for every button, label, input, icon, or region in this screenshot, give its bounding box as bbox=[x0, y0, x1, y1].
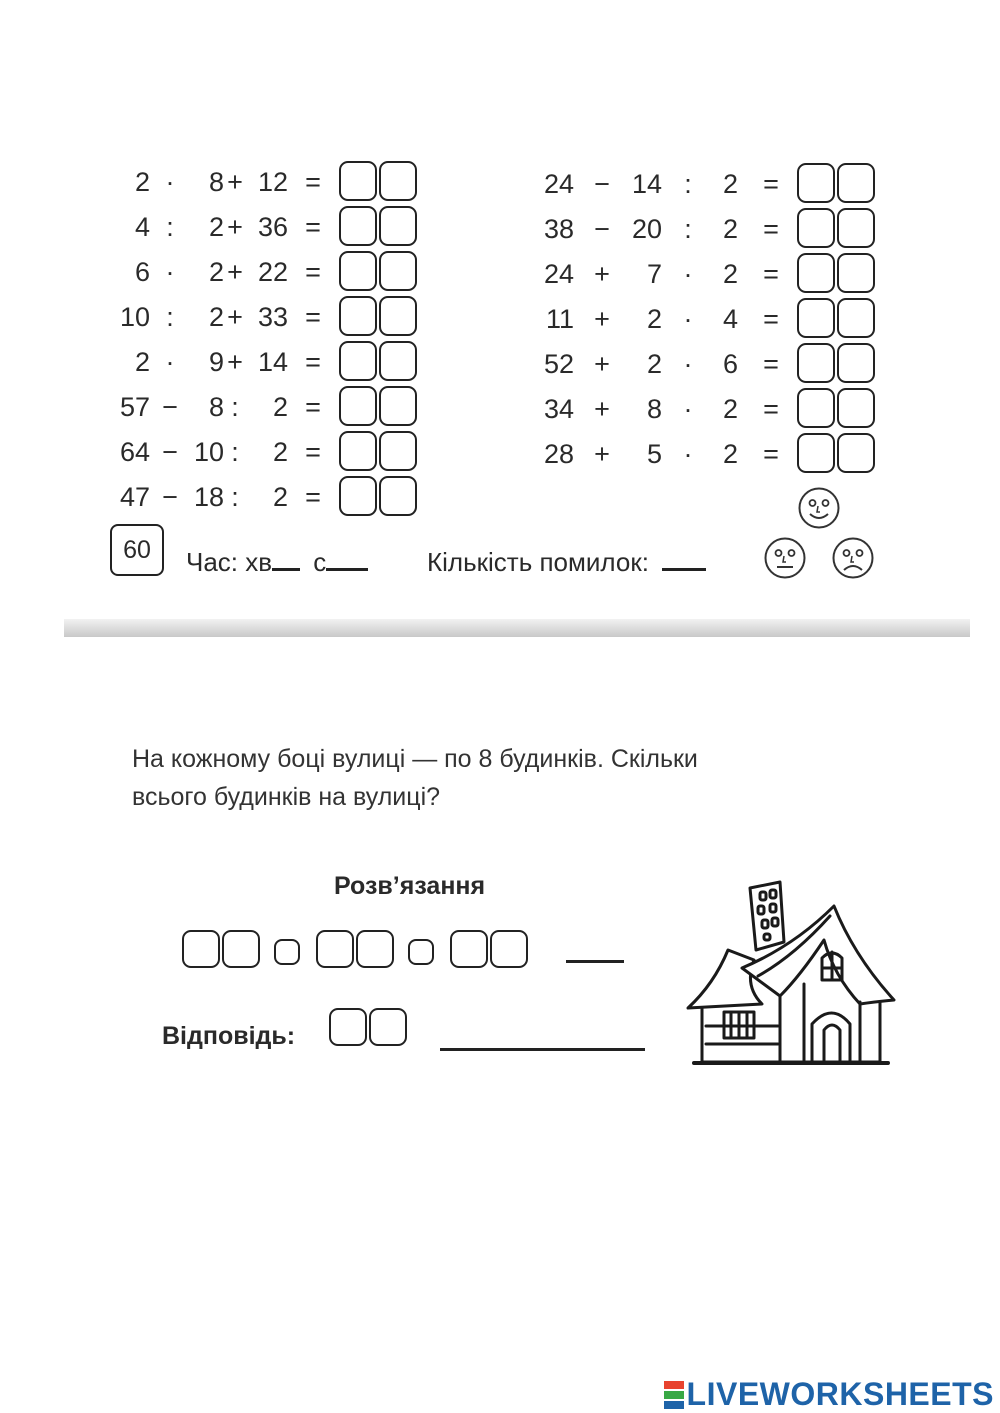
answer-box[interactable] bbox=[490, 930, 528, 968]
operator-2: + bbox=[227, 212, 243, 242]
operand-b: 2 bbox=[646, 304, 662, 334]
answer-box[interactable] bbox=[797, 163, 835, 203]
operand-c: 2 bbox=[272, 437, 288, 467]
equals-sign: = bbox=[763, 394, 779, 424]
equals-sign: = bbox=[763, 259, 779, 289]
operand-b: 18 bbox=[193, 482, 224, 512]
equation-row bbox=[530, 208, 890, 250]
operand-b: 20 bbox=[631, 214, 662, 244]
operand-b: 8 bbox=[646, 394, 662, 424]
answer-boxes bbox=[339, 476, 417, 516]
answer-box[interactable] bbox=[379, 161, 417, 201]
answer-boxes bbox=[797, 208, 875, 248]
operand-c: 14 bbox=[257, 347, 288, 377]
answer-box[interactable] bbox=[379, 296, 417, 336]
answer-boxes bbox=[339, 341, 417, 381]
operand-c: 2 bbox=[722, 439, 738, 469]
operator-1: · bbox=[165, 347, 175, 377]
operand-c: 12 bbox=[257, 167, 288, 197]
answer-boxes bbox=[797, 163, 875, 203]
operand-a: 52 bbox=[543, 349, 574, 379]
operand-b: 14 bbox=[631, 169, 662, 199]
answer-box[interactable] bbox=[339, 296, 377, 336]
answer-box[interactable] bbox=[339, 206, 377, 246]
equals-sign: = bbox=[305, 392, 321, 422]
equals-sign: = bbox=[305, 302, 321, 332]
answer-box[interactable] bbox=[837, 253, 875, 293]
equals-sign: = bbox=[305, 167, 321, 197]
answer-box[interactable] bbox=[797, 433, 835, 473]
operator-1: − bbox=[162, 437, 178, 467]
smiley-neutral-icon bbox=[763, 536, 807, 580]
equation-row bbox=[530, 433, 890, 475]
equation-row bbox=[110, 251, 430, 293]
operand-b: 8 bbox=[208, 167, 224, 197]
operator-1: · bbox=[165, 167, 175, 197]
logo-badge-icon bbox=[664, 1381, 684, 1409]
answer-boxes bbox=[797, 388, 875, 428]
equation-row bbox=[530, 388, 890, 430]
answer-boxes bbox=[339, 251, 417, 291]
operator-2: : bbox=[231, 482, 239, 512]
equation-row bbox=[110, 386, 430, 428]
equals-sign: = bbox=[305, 212, 321, 242]
word-problem bbox=[132, 740, 896, 816]
equals-sign: = bbox=[305, 347, 321, 377]
operand-c: 2 bbox=[272, 392, 288, 422]
answer-box[interactable] bbox=[797, 343, 835, 383]
operand-b: 5 bbox=[646, 439, 662, 469]
equation-row bbox=[110, 161, 430, 203]
operand-a: 4 bbox=[134, 212, 150, 242]
operand-b: 7 bbox=[646, 259, 662, 289]
operator-2: + bbox=[227, 302, 243, 332]
solution-result bbox=[450, 930, 528, 968]
equals-sign: = bbox=[763, 439, 779, 469]
equals-sign: = bbox=[763, 349, 779, 379]
operator-2: + bbox=[227, 167, 243, 197]
equation-row bbox=[110, 476, 430, 518]
operand-a: 2 bbox=[134, 167, 150, 197]
answer-boxes bbox=[339, 161, 417, 201]
seconds-label: с bbox=[313, 547, 327, 577]
liveworksheets-logo bbox=[664, 1376, 994, 1413]
operator-1: − bbox=[594, 169, 610, 199]
operator-box[interactable] bbox=[408, 939, 434, 965]
operator-1: + bbox=[594, 439, 610, 469]
answer-box[interactable] bbox=[339, 161, 377, 201]
equals-sign: = bbox=[763, 169, 779, 199]
house-icon bbox=[684, 876, 898, 1066]
answer-box[interactable] bbox=[379, 476, 417, 516]
section-divider bbox=[64, 619, 970, 637]
operand-b: 2 bbox=[208, 302, 224, 332]
answer-boxes bbox=[797, 343, 875, 383]
answer-label: Відповідь: bbox=[162, 1022, 296, 1050]
operator-1: + bbox=[594, 304, 610, 334]
answer-box[interactable] bbox=[837, 388, 875, 428]
operator-2: · bbox=[683, 259, 693, 289]
equation-row bbox=[110, 431, 430, 473]
time-row bbox=[186, 545, 368, 579]
errors-blank[interactable] bbox=[662, 548, 706, 571]
solution-number-2 bbox=[316, 930, 394, 968]
errors-row bbox=[427, 545, 706, 579]
answer-box[interactable] bbox=[837, 343, 875, 383]
operand-c: 33 bbox=[257, 302, 288, 332]
operand-b: 2 bbox=[646, 349, 662, 379]
time-limit-value: 60 bbox=[123, 536, 151, 564]
equals-sign: = bbox=[763, 214, 779, 244]
operand-b: 9 bbox=[208, 347, 224, 377]
solution-heading: Розв’язання bbox=[334, 872, 486, 900]
answer-box[interactable] bbox=[339, 476, 377, 516]
operand-a: 11 bbox=[545, 304, 574, 334]
answer-box[interactable] bbox=[837, 208, 875, 248]
answer-box[interactable] bbox=[797, 208, 835, 248]
answer-box[interactable] bbox=[379, 386, 417, 426]
operand-c: 2 bbox=[272, 482, 288, 512]
equation-row bbox=[530, 343, 890, 385]
equation-row bbox=[110, 341, 430, 383]
answer-boxes bbox=[339, 386, 417, 426]
operator-1: + bbox=[594, 349, 610, 379]
equation-row bbox=[530, 163, 890, 205]
answer-unit-blank[interactable] bbox=[440, 1048, 645, 1051]
operator-1: − bbox=[594, 214, 610, 244]
answer-box[interactable] bbox=[379, 431, 417, 471]
operand-a: 24 bbox=[543, 259, 574, 289]
operand-a: 38 bbox=[543, 214, 574, 244]
operator-2: · bbox=[683, 304, 693, 334]
operator-1: : bbox=[166, 212, 174, 242]
answer-box[interactable] bbox=[797, 253, 835, 293]
operand-a: 2 bbox=[134, 347, 150, 377]
answer-box[interactable] bbox=[837, 298, 875, 338]
logo-text: LIVEWORKSHEETS bbox=[686, 1376, 994, 1412]
operator-2: : bbox=[231, 392, 239, 422]
answer-boxes bbox=[797, 253, 875, 293]
operand-a: 47 bbox=[119, 482, 150, 512]
answer-box[interactable] bbox=[339, 341, 377, 381]
equals-sign: = bbox=[305, 437, 321, 467]
answer-box[interactable] bbox=[222, 930, 260, 968]
operator-2: : bbox=[684, 214, 692, 244]
operand-b: 8 bbox=[208, 392, 224, 422]
answer-box[interactable] bbox=[450, 930, 488, 968]
seconds-blank[interactable] bbox=[326, 548, 368, 571]
operator-2: + bbox=[227, 347, 243, 377]
answer-boxes bbox=[339, 296, 417, 336]
operand-c: 2 bbox=[722, 214, 738, 244]
answer-box[interactable] bbox=[182, 930, 220, 968]
answer-number bbox=[329, 1008, 407, 1046]
operand-a: 6 bbox=[134, 257, 150, 287]
operator-2: + bbox=[227, 257, 243, 287]
errors-label: Кількість помилок: bbox=[427, 547, 649, 577]
operand-a: 34 bbox=[543, 394, 574, 424]
operand-c: 2 bbox=[722, 169, 738, 199]
answer-box[interactable] bbox=[316, 930, 354, 968]
answer-box[interactable] bbox=[339, 386, 377, 426]
time-limit-badge bbox=[110, 524, 164, 576]
answer-boxes bbox=[797, 298, 875, 338]
operator-1: : bbox=[166, 302, 174, 332]
operator-1: − bbox=[162, 392, 178, 422]
answer-boxes bbox=[339, 431, 417, 471]
operator-1: · bbox=[165, 257, 175, 287]
smiley-sad-icon bbox=[831, 536, 875, 580]
equals-sign: = bbox=[305, 257, 321, 287]
operand-c: 22 bbox=[257, 257, 288, 287]
equation-row bbox=[530, 253, 890, 295]
answer-box[interactable] bbox=[837, 433, 875, 473]
operand-c: 2 bbox=[722, 394, 738, 424]
operand-a: 24 bbox=[543, 169, 574, 199]
answer-box[interactable] bbox=[329, 1008, 367, 1046]
equals-sign: = bbox=[763, 304, 779, 334]
operator-2: · bbox=[683, 394, 693, 424]
operand-c: 6 bbox=[722, 349, 738, 379]
operator-1: + bbox=[594, 259, 610, 289]
operand-b: 10 bbox=[193, 437, 224, 467]
time-label: Час: хв bbox=[186, 547, 273, 577]
answer-box[interactable] bbox=[379, 206, 417, 246]
equation-row bbox=[110, 296, 430, 338]
operand-b: 2 bbox=[208, 257, 224, 287]
equation-row bbox=[110, 206, 430, 248]
operator-2: : bbox=[231, 437, 239, 467]
answer-box[interactable] bbox=[379, 251, 417, 291]
minutes-blank[interactable] bbox=[272, 548, 300, 571]
problem-line-1: На кожному боці вулиці — по 8 будинків. Скільки bbox=[132, 745, 698, 773]
smiley-happy-icon bbox=[797, 486, 841, 530]
operand-c: 4 bbox=[722, 304, 738, 334]
operator-2: : bbox=[684, 169, 692, 199]
answer-box[interactable] bbox=[339, 251, 377, 291]
operand-b: 2 bbox=[208, 212, 224, 242]
operand-c: 2 bbox=[722, 259, 738, 289]
problem-line-2: всього будинків на вулиці? bbox=[132, 783, 441, 811]
answer-boxes bbox=[797, 433, 875, 473]
operator-2: · bbox=[683, 439, 693, 469]
operator-2: · bbox=[683, 349, 693, 379]
answer-box[interactable] bbox=[837, 163, 875, 203]
operator-1: + bbox=[594, 394, 610, 424]
operand-a: 64 bbox=[119, 437, 150, 467]
answer-box[interactable] bbox=[369, 1008, 407, 1046]
operand-a: 28 bbox=[543, 439, 574, 469]
answer-box[interactable] bbox=[356, 930, 394, 968]
answer-boxes bbox=[339, 206, 417, 246]
operator-box[interactable] bbox=[274, 939, 300, 965]
operator-1: − bbox=[162, 482, 178, 512]
answer-box[interactable] bbox=[797, 298, 835, 338]
answer-box[interactable] bbox=[339, 431, 377, 471]
operand-a: 57 bbox=[119, 392, 150, 422]
equation-row bbox=[530, 298, 890, 340]
operand-c: 36 bbox=[257, 212, 288, 242]
equals-sign: = bbox=[305, 482, 321, 512]
answer-box[interactable] bbox=[797, 388, 835, 428]
solution-number-1 bbox=[182, 930, 260, 968]
operand-a: 10 bbox=[119, 302, 150, 332]
solution-unit-blank[interactable] bbox=[566, 960, 624, 963]
answer-box[interactable] bbox=[379, 341, 417, 381]
